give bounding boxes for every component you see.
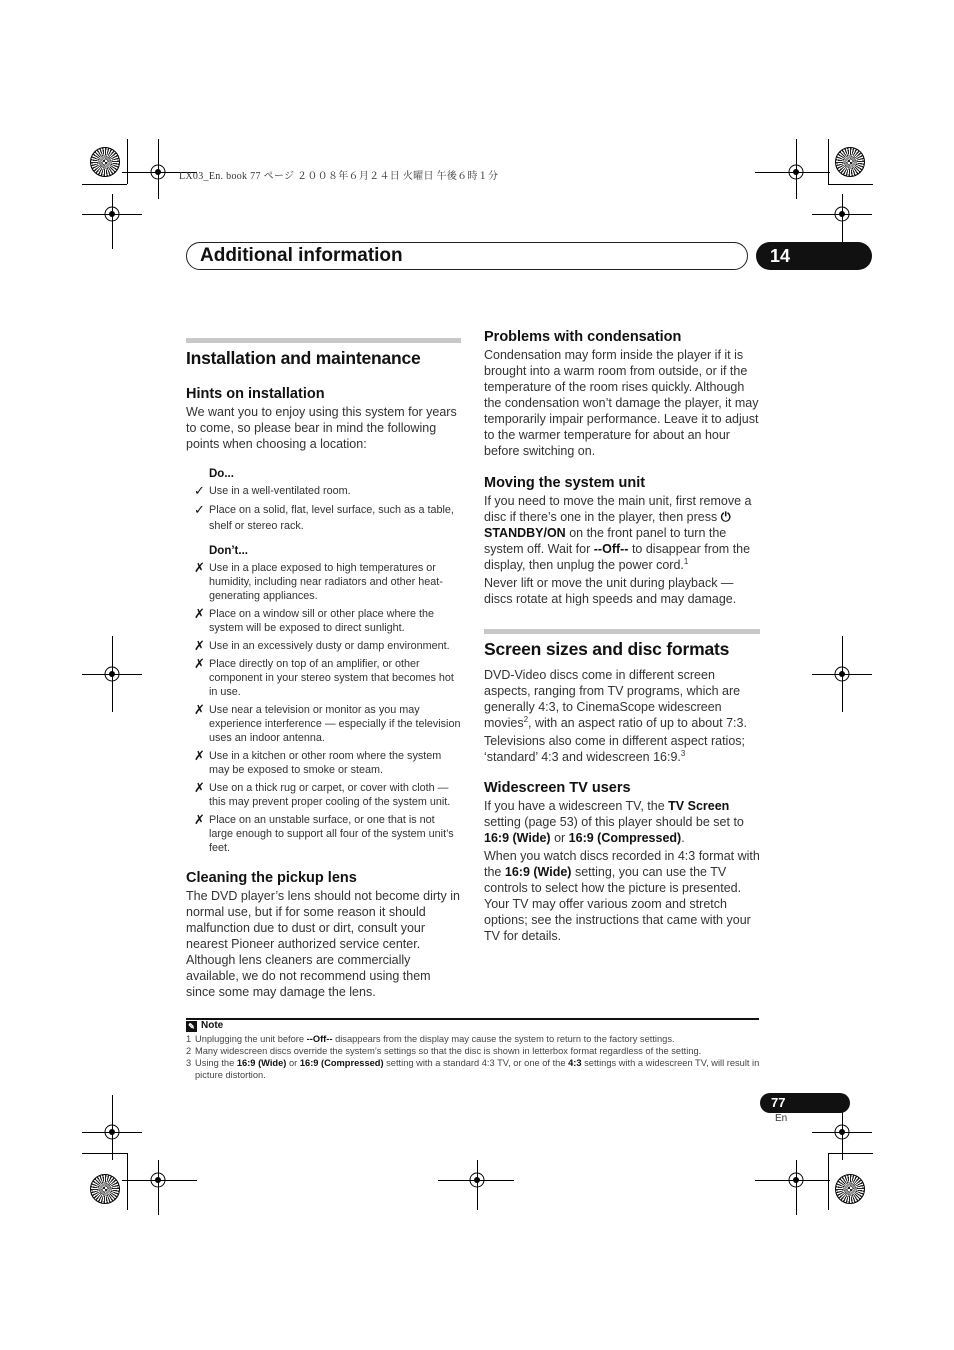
- do-item: ✓ Place on a solid, flat, level surface, such as a table, shelf or stereo rack.: [194, 502, 454, 532]
- cross-icon: ✗: [194, 812, 205, 827]
- standby-key: ⏻ STANDBY/ON: [484, 510, 731, 540]
- screen-text-2: Televisions also come in different aspect ratios; ‘standard’ 4:3 and widescreen 16:9.$^3$: [484, 734, 746, 764]
- registration-crosshair-icon: [101, 663, 123, 685]
- screen-text-1: DVD-Video discs come in different screen aspects, ranging from TV programs, which are generally 4:3, to CinemaScope widescreen movies$^2$, with an aspect ratio of up to about 7:3.: [484, 668, 747, 730]
- registration-crosshair-icon: [147, 161, 169, 183]
- condensation-text: Condensation may form inside the player if it is brought into a warm room from outside, or if the temperature of the room rises quickly. Although the condensation won’t damage the player, it may temporarily impair performance. Leave it to adjust to the warmer temperature for about an hour before switching on.: [484, 348, 759, 458]
- registration-crosshair-icon: [785, 161, 807, 183]
- registration-crosshair-icon: [831, 203, 853, 225]
- check-icon: ✓: [194, 502, 205, 517]
- hints-intro: We want you to enjoy using this system for years to come, so please bear in mind the following points when choosing a location:: [186, 405, 457, 451]
- page-language: En: [775, 1113, 788, 1124]
- cleaning-heading: Cleaning the pickup lens: [186, 870, 357, 886]
- registration-crosshair-icon: [101, 203, 123, 225]
- dont-item: ✗ Use in a kitchen or other room where the system may be exposed to smoke or steam.: [194, 748, 442, 776]
- registration-crosshair-icon: [831, 1121, 853, 1143]
- dont-item: ✗ Use near a television or monitor as you may experience interference — especially if the television uses an indoor antenna.: [194, 702, 461, 744]
- registration-crosshair-icon: [831, 663, 853, 685]
- right-column: [484, 328, 760, 954]
- section-title-installation: Installation and maintenance: [186, 348, 421, 368]
- notes-header: ✎ Note: [186, 1020, 223, 1032]
- cross-icon: ✗: [194, 656, 205, 671]
- print-info-line: LX03_En. book 77 ページ ２００８年６月２４日 火曜日 午後６時１分: [179, 171, 499, 182]
- left-column: [186, 338, 461, 1010]
- condensation-heading: Problems with condensation: [484, 329, 682, 345]
- cross-icon: ✗: [194, 702, 205, 717]
- registration-rosette-icon: [90, 1174, 120, 1204]
- note-item: 1 Unplugging the unit before --Off-- disappears from the display may cause the system to return to the factory settings.: [186, 1034, 675, 1044]
- do-label: Do...: [209, 468, 234, 480]
- registration-crosshair-icon: [466, 1169, 488, 1191]
- registration-crosshair-icon: [101, 1121, 123, 1143]
- registration-rosette-icon: [835, 147, 865, 177]
- widescreen-heading: Widescreen TV users: [484, 780, 631, 796]
- widescreen-text-2: When you watch discs recorded in 4:3 format with the 16:9 (Wide) setting, you can use the TV controls to select how the picture is presented. Your TV may offer various zoom and stretch options; see the instructions that came with your TV for details.: [484, 849, 760, 943]
- chapter-number: 14: [770, 246, 791, 266]
- dont-item: ✗ Place on an unstable surface, or one that is not large enough to support all four of the system unit’s feet.: [194, 812, 454, 854]
- note-pencil-icon: ✎: [186, 1021, 197, 1032]
- widescreen-text-1: If you have a widescreen TV, the TV Screen setting (page 53) of this player should be set to 16:9 (Wide) or 16:9 (Compressed).: [484, 799, 744, 845]
- notes-list: [186, 1033, 761, 1081]
- note-item: 3 Using the 16:9 (Wide) or 16:9 (Compressed) setting with a standard 4:3 TV, or one of the 4:3 settings with a widescreen TV, will result in picture distortion.: [186, 1058, 760, 1080]
- cross-icon: ✗: [194, 638, 205, 653]
- moving-heading: Moving the system unit: [484, 475, 646, 491]
- cross-icon: ✗: [194, 780, 205, 795]
- dont-item: ✗ Place directly on top of an amplifier, or other component in your stereo system that becomes hot in use.: [194, 656, 454, 698]
- section-rule: [186, 338, 461, 343]
- page-number: 77: [771, 1095, 786, 1110]
- note-item: 2 Many widescreen discs override the system’s settings so that the disc is shown in letterbox format regardless of the setting.: [186, 1046, 702, 1056]
- dont-item: ✗ Use in an excessively dusty or damp environment.: [194, 638, 450, 653]
- chapter-title: Additional information: [200, 245, 403, 266]
- cross-icon: ✗: [194, 560, 205, 575]
- section-rule: [484, 629, 760, 634]
- moving-warning: Never lift or move the unit during playback — discs rotate at high speeds and may damage.: [484, 576, 737, 606]
- registration-crosshair-icon: [785, 1169, 807, 1191]
- dont-label: Don’t...: [209, 545, 248, 557]
- cross-icon: ✗: [194, 748, 205, 763]
- notes-rule: [186, 1018, 759, 1020]
- section-title-screen-sizes: Screen sizes and disc formats: [484, 639, 730, 659]
- cross-icon: ✗: [194, 606, 205, 621]
- dont-item: ✗ Use in a place exposed to high temperatures or humidity, including near radiators and other heat-generating appliances.: [194, 560, 443, 602]
- dont-item: ✗ Use on a thick rug or carpet, or cover with cloth — this may prevent proper cooling of the system unit.: [194, 780, 451, 808]
- registration-rosette-icon: [835, 1174, 865, 1204]
- hints-heading: Hints on installation: [186, 386, 325, 402]
- do-item: ✓ Use in a well-ventilated room.: [194, 483, 351, 498]
- moving-text: If you need to move the main unit, first remove a disc if there’s one in the player, then press ⏻ STANDBY/ON on the front panel to turn the system off. Wait for --Off-- to disappear from the display, then unplug the power cord.$^1$: [484, 494, 752, 572]
- registration-rosette-icon: [90, 147, 120, 177]
- dont-item: ✗ Place on a window sill or other place where the system will be exposed to direct sunlight.: [194, 606, 435, 634]
- registration-crosshair-icon: [147, 1169, 169, 1191]
- check-icon: ✓: [194, 483, 205, 498]
- cleaning-text: The DVD player’s lens should not become dirty in normal use, but if for some reason it should malfunction due to dust or dirt, consult your nearest Pioneer authorized service center. Although lens cleaners are commercially available, we do not recommend using them since some may damage the lens.: [186, 889, 460, 999]
